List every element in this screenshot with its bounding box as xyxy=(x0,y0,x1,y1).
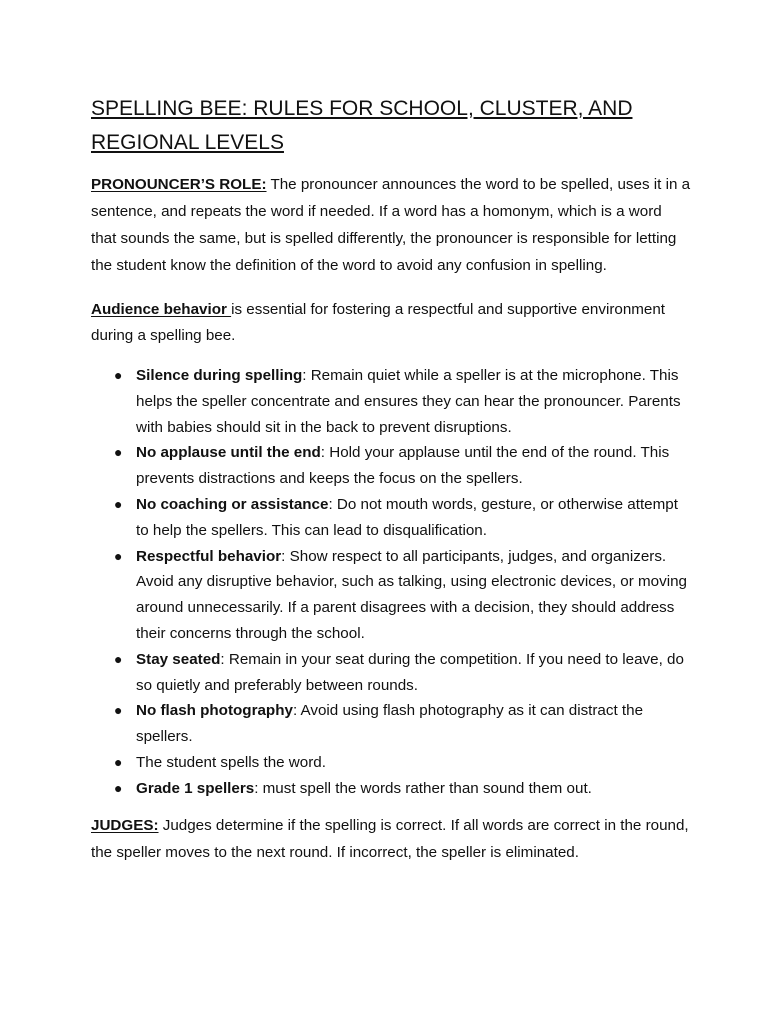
audience-behavior-paragraph xyxy=(91,297,691,349)
judges-label: JUDGES: xyxy=(91,816,159,834)
rule-term: Grade 1 spellers xyxy=(136,779,255,797)
pronouncer-role-text: The pronouncer announces the word to be spelled, uses it in a sentence, and repeats the word if needed. If a word has a homonym, which is a word that sounds the same, but is spelled differently, the pronouncer is responsible for letting the student know the definition of the word to avoid any confusion in spelling. xyxy=(91,176,691,274)
judges-paragraph xyxy=(91,812,691,866)
bullet-icon: ● xyxy=(114,444,123,461)
list-item xyxy=(91,492,691,544)
list-item xyxy=(91,698,691,750)
bullet-icon: ● xyxy=(114,367,123,383)
document-title: SPELLING BEE: RULES FOR SCHOOL, CLUSTER, AND REGIONAL LEVELS xyxy=(91,97,633,154)
rule-term: Respectful behavior xyxy=(136,547,282,565)
bullet-icon: ● xyxy=(114,495,123,512)
rule-term: Silence during spelling xyxy=(136,367,303,384)
pronouncer-role-paragraph xyxy=(91,171,691,279)
bullet-icon: ● xyxy=(114,753,123,770)
rule-text: : Avoid using flash photography as it can distract the spellers. xyxy=(136,702,644,746)
rule-term: No applause until the end xyxy=(136,444,321,462)
rule-text: : Hold your applause until the end of the round. This prevents distractions and keeps the focus on the spellers. xyxy=(136,444,670,488)
rule-text: : Show respect to all participants, judges, and organizers. Avoid any disruptive behavior, such as talking, using electronic devices, or moving around unnecessarily. If a parent disagrees with a decision, they should address their concerns through the school. xyxy=(136,547,687,642)
rule-term: No flash photography xyxy=(136,702,293,720)
rule-term: Stay seated xyxy=(136,650,221,668)
audience-rules-list xyxy=(91,363,691,802)
bullet-icon: ● xyxy=(114,650,123,667)
pronouncer-role-label: PRONOUNCER’S ROLE: xyxy=(91,176,267,193)
bullet-icon: ● xyxy=(114,779,123,796)
audience-behavior-label: Audience behavior xyxy=(91,301,232,318)
judges-text: Judges determine if the spelling is correct. If all words are correct in the round, the speller moves to the next round. If incorrect, the speller is eliminated. xyxy=(91,816,689,861)
list-item xyxy=(91,647,691,699)
bullet-icon: ● xyxy=(114,702,123,719)
rule-text: : Do not mouth words, gesture, or otherwise attempt to help the spellers. This can lead to disqualification. xyxy=(136,495,678,539)
audience-behavior-text: is essential for fostering a respectful and supportive environment during a spelling bee. xyxy=(91,301,666,344)
bullet-icon: ● xyxy=(114,547,123,564)
list-item xyxy=(91,440,691,492)
list-item xyxy=(91,776,691,802)
list-item xyxy=(91,544,691,647)
list-item xyxy=(91,363,691,440)
rule-text: : must spell the words rather than sound them out. xyxy=(254,779,592,797)
document-page xyxy=(91,92,691,866)
list-item xyxy=(91,750,691,776)
rule-text: : Remain in your seat during the competition. If you need to leave, do so quietly and preferably between rounds. xyxy=(136,650,684,694)
rule-text: The student spells the word. xyxy=(136,753,326,771)
rule-text: : Remain quiet while a speller is at the microphone. This helps the speller concentrate and ensures they can hear the pronouncer. Parents with babies should sit in the back to prevent disruptions. xyxy=(136,367,681,436)
rule-term: No coaching or assistance xyxy=(136,495,329,513)
